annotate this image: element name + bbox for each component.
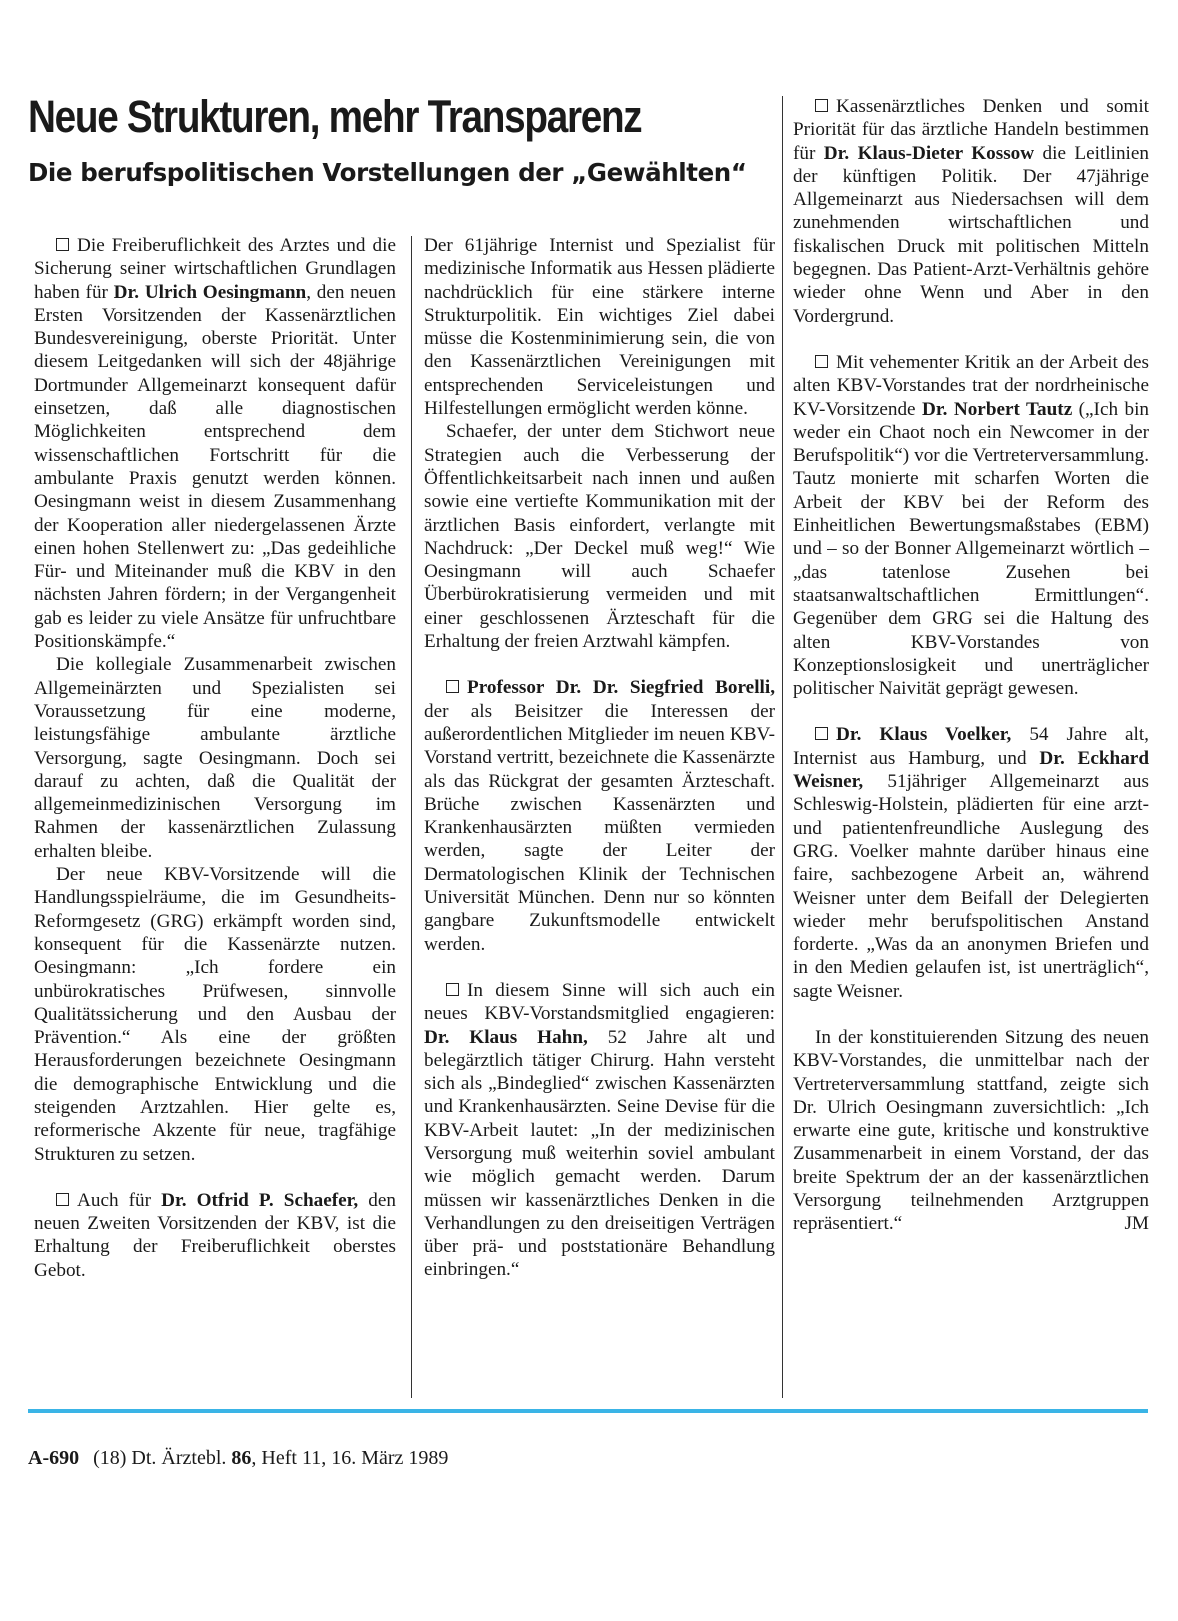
section-box-icon (446, 983, 459, 996)
paragraph: In der konstituierenden Sitzung des neuen KBV-Vorstandes, die unmittelbar nach der Vertreterversammlung stattfand, zeigte sich Dr. Ulrich Oesingmann zuversichtlich: „Ich erwarte eine gute, kritische und konstruktive Zusammenarbeit in einem Vorstand, der das breite Spektrum der an der kassenärztlichen Versorgung teilnehmenden Arztgruppen repräsentiert.“ JM (793, 1026, 1149, 1235)
person-name: Dr. Otfrid P. Schaefer, (161, 1189, 359, 1211)
paragraph: Schaefer, der unter dem Stichwort neue Strategien auch die Verbesserung der Öffentlichkeitsarbeit nach innen und außen sowie eine vertiefte Kommunikation mit der ärztlichen Basis einfordert, verlangte mit Nachdruck: „Der Deckel muß weg!“ Wie Oesingmann will auch Schaefer Überbürokratisierung vermeiden und mit einer geschlossenen Ärzteschaft für die Erhaltung der freien Arztwahl kämpfen. (424, 421, 775, 653)
person-name: Dr. Klaus-Dieter Kossow (823, 142, 1035, 164)
section-box-icon (446, 680, 459, 693)
paragraph: Kassenärztliches Denken und somit Priorität für das ärztliche Handeln bestimmen für Dr. Klaus-Dieter Kossow die Leitlinien der künftigen Politik. Der 47jährige Allgemeinarzt aus Niedersachsen will dem zunehmenden wirtschaftlichen und fiskalischen Druck mit politischen Mitteln begegnen. Das Patient-Arzt-Verhältnis gehöre wieder ohne Wenn und Aber in den Vordergrund. (793, 96, 1149, 327)
section-box-icon (815, 727, 828, 740)
paragraph: Der 61jährige Internist und Spezialist für medizinische Informatik aus Hessen plädierte nachdrücklich für eine stärkere interne Strukturpolitik. Ein wichtiges Ziel dabei müsse die Kostenminimierung sein, die von den Kassenärztlichen Vereinigungen mit entsprechenden Serviceleistungen und Hilfestellungen ermöglicht werden könne. (424, 235, 775, 420)
paragraph: Der neue KBV-Vorsitzende will die Handlungsspielräume, die im Gesundheits-Reformgesetz (GRG) erkämpft worden sind, konsequent für die Kassenärzte nutzen. Oesingmann: „Ich fordere ein unbürokratisches Prüfwesen, sinnvolle Qualitätssicherung und den Ausbau der Prävention.“ Als eine der größten Herausforderungen bezeichnete Oesingmann die demographische Entwicklung und die steigenden Arztzahlen. Hier gelte es, reformerische Akzente für neue, tragfähige Strukturen zu setzen. (34, 864, 396, 1165)
section-box-icon (56, 1193, 69, 1206)
column-rule-2 (782, 96, 783, 1398)
paragraph: Dr. Klaus Voelker, 54 Jahre alt, Internist aus Hamburg, und Dr. Eckhard Weisner, 51jähriger Allgemeinarzt aus Schleswig-Holstein, plädierten für eine arzt- und patientenfreundliche Auslegung des GRG. Voelker mahnte darüber hinaus eine faire, sachbezogene Arbeit an, während Weisner unter dem Beifall der Delegierten wieder mehr berufspolitischen Anstand forderte. „Was da an anonymen Briefen und in den Medien gelaufen ist, ist unerträglich“, sagte Weisner. (793, 724, 1149, 1002)
paragraph: Die Freiberuflichkeit des Arztes und die Sicherung seiner wirtschaftlichen Grundlagen haben für Dr. Ulrich Oesingmann, den neuen Ersten Vorsitzenden der Kassenärztlichen Bundesvereinigung, oberste Priorität. Unter diesem Leitgedanken will sich der 48jährige Dortmunder Allgemeinarzt konsequent dafür einsetzen, daß alle diagnostischen Möglichkeiten entsprechend dem wissenschaftlichen Fortschritt für die ambulante Praxis genutzt werden können. Oesingmann weist in diesem Zusammenhang der Kooperation aller niedergelassenen Ärzte einen hohen Stellenwert zu: „Das gedeihliche Für- und Miteinander muß die KBV in den nächsten Jahren fördern; in der Vergangenheit gab es leider zu viele Ansätze für unfruchtbare Positionskämpfe.“ (34, 235, 396, 653)
section-box-icon (815, 99, 828, 112)
column-1 (34, 234, 396, 1282)
section-box-icon (815, 355, 828, 368)
paragraph: Mit vehementer Kritik an der Arbeit des alten KBV-Vorstandes trat der nordrheinische KV-Vorsitzende Dr. Norbert Tautz („Ich bin weder ein Chaot noch ein Newcomer in der Berufspolitik“) vor die Vertreterversammlung. Tautz monierte mit scharfen Worten die Arbeit der KBV bei der Reform des Einheitlichen Bewertungsmaßstabes (EBM) und – so der Bonner Allgemeinarzt wörtlich – „das tatenlose Zusehen bei staatsanwaltschaftlichen Ermittlungen“. Gegenüber dem GRG sei die Haltung des alten KBV-Vorstandes von Konzeptionslosigkeit und unerträglicher politischer Naivität geprägt gewesen. (793, 351, 1150, 700)
volume-number: 86 (231, 1447, 252, 1469)
footer-accent-bar (28, 1409, 1148, 1413)
column-2 (424, 234, 775, 1282)
column-3 (793, 95, 1149, 1236)
paragraph: In diesem Sinne will sich auch ein neues KBV-Vorstandsmitglied engagieren: Dr. Klaus Hahn, 52 Jahre alt und belegärztlich tätiger Chirurg. Hahn versteht sich als „Bindeglied“ zwischen Kassenärzten und Krankenhausärzten. Seine Devise für die KBV-Arbeit lautet: „In der medizinischen Versorgung muß weiterhin soviel ambulant wie möglich gemacht werden. Darum müssen wir kassenärztliches Denken in die Verhandlungen zu den dreiseitigen Verträgen über prä- und poststationäre Behandlung einbringen.“ (424, 979, 775, 1281)
page-number: A-690 (28, 1447, 80, 1469)
column-rule-1 (411, 236, 412, 1398)
person-name: Dr. Klaus Hahn, (424, 1026, 588, 1048)
headline: Neue Strukturen, mehr Transparenz (28, 91, 642, 142)
person-name: Professor Dr. Dr. Siegfried Borelli, (467, 677, 775, 699)
section-box-icon (56, 238, 69, 251)
citation: (18) Dt. Ärztebl. (93, 1447, 232, 1469)
person-name: Dr. Norbert Tautz (922, 398, 1073, 420)
author-signature: JM (1124, 1213, 1149, 1235)
page-footer (28, 1447, 448, 1470)
person-name: Dr. Eckhard Weisner, (793, 747, 1149, 793)
paragraph: Die kollegiale Zusammenarbeit zwischen Allgemeinärzten und Spezialisten sei Voraussetzung für eine moderne, leistungsfähige ambulante ärztliche Versorgung, sagte Oesingmann. Doch sei darauf zu achten, daß die Qualität der allgemeinmedizinischen Versorgung im Rahmen der kassenärztlichen Zulassung erhalten bleibe. (34, 654, 396, 862)
person-name: Dr. Ulrich Oesingmann (113, 281, 307, 303)
subheadline: Die berufspolitischen Vorstellungen der „Gewählten“ (28, 158, 747, 187)
paragraph: Professor Dr. Dr. Siegfried Borelli, der als Beisitzer die Interessen der außerordentlichen Mitglieder im neuen KBV-Vorstand vertritt, bezeichnete die Kassenärzte als das Rückgrat der gesamten Ärzteschaft. Brüche zwischen Kassenärzten und Krankenhausärzten müßten vermieden werden, sagte der Leiter der Dermatologischen Klinik der Technischen Universität München. Denn nur so könnten gangbare Zukunftsmodelle entwickelt werden. (424, 677, 775, 955)
citation-issue: , Heft 11, 16. März 1989 (251, 1447, 449, 1469)
paragraph: Auch für Dr. Otfrid P. Schaefer, den neuen Zweiten Vorsitzenden der KBV, ist die Erhaltung der Freiberuflichkeit oberstes Gebot. (34, 1189, 396, 1281)
person-name: Dr. Klaus Voelker, (836, 724, 1012, 746)
